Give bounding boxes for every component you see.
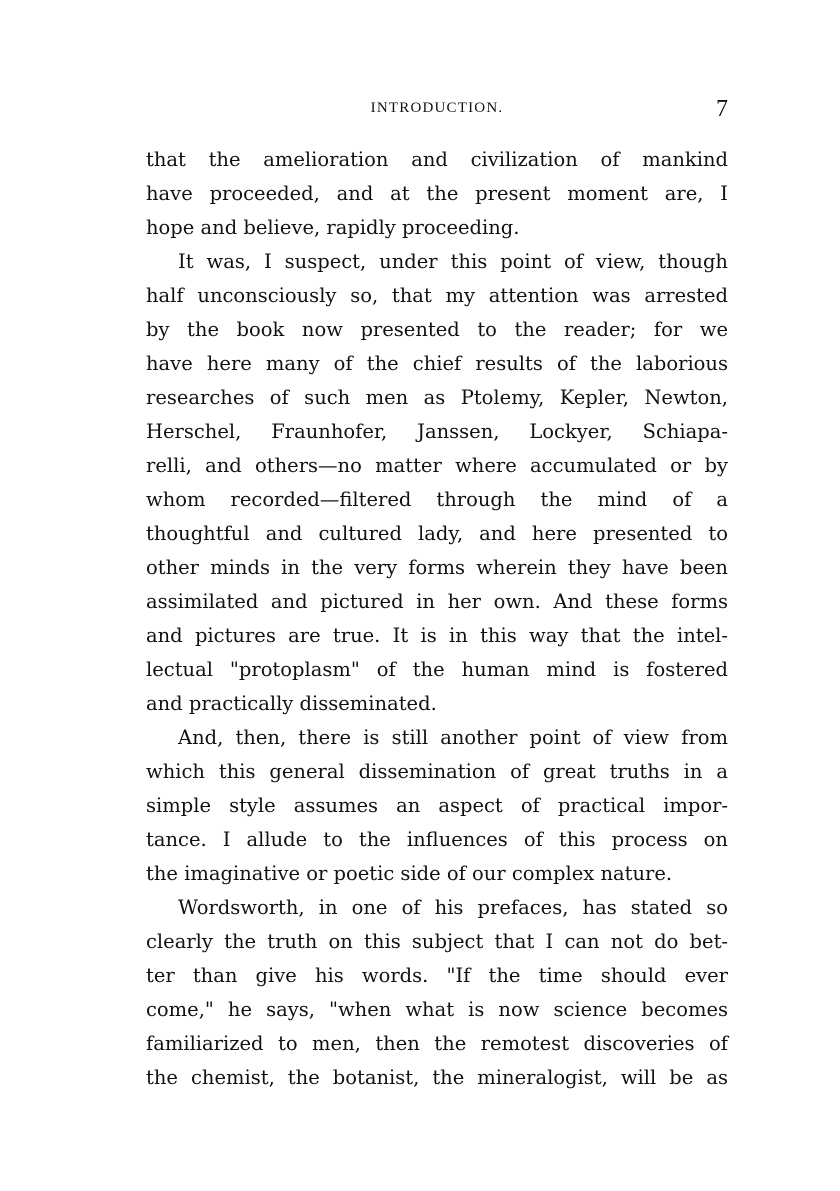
text-line: hope and believe, rapidly proceeding. — [146, 216, 520, 239]
text-line: researches of such men as Ptolemy, Kepler, Newton, — [146, 386, 728, 409]
text-line: by the book now presented to the reader; for we — [146, 318, 728, 341]
text-line: other minds in the very forms wherein they have been — [146, 556, 728, 579]
text-line: familiarized to men, then the remotest discoveries of — [146, 1032, 728, 1055]
text-line: assimilated and pictured in her own. And these forms — [146, 590, 728, 613]
body-text — [146, 143, 728, 1095]
text-line: It was, I suspect, under this point of view, though — [178, 250, 728, 273]
text-line: and pictures are true. It is in this way that the intel- — [146, 624, 728, 647]
text-line: have proceeded, and at the present moment are, I — [146, 182, 728, 205]
text-line: Herschel, Fraunhofer, Janssen, Lockyer, Schiapa- — [146, 420, 728, 443]
text-line: which this general dissemination of great truths in a — [146, 760, 728, 783]
text-line: tance. I allude to the influences of this process on — [146, 828, 728, 851]
text-line: Wordsworth, in one of his prefaces, has stated so — [178, 896, 728, 919]
text-line: and practically disseminated. — [146, 692, 437, 715]
text-line: thoughtful and cultured lady, and here presented to — [146, 522, 728, 545]
text-line: simple style assumes an aspect of practical impor- — [146, 794, 728, 817]
text-line: half unconsciously so, that my attention was arrested — [146, 284, 728, 307]
text-line: relli, and others—no matter where accumulated or by — [146, 454, 728, 477]
page-header — [146, 96, 728, 128]
text-line: whom recorded—filtered through the mind of a — [146, 488, 728, 511]
text-line: the chemist, the botanist, the mineralogist, will be as — [146, 1066, 728, 1089]
text-line: that the amelioration and civilization of mankind — [146, 148, 728, 171]
text-line: lectual "protoplasm" of the human mind is fostered — [146, 658, 728, 681]
text-line: the imaginative or poetic side of our complex nature. — [146, 862, 673, 885]
running-head: INTRODUCTION. — [370, 100, 504, 116]
page-number: 7 — [716, 96, 728, 122]
text-line: have here many of the chief results of the laborious — [146, 352, 728, 375]
text-line: clearly the truth on this subject that I can not do bet- — [146, 930, 728, 953]
text-line: And, then, there is still another point of view from — [178, 726, 728, 749]
text-line: ter than give his words. "If the time should ever — [146, 964, 728, 987]
text-line: come," he says, "when what is now science becomes — [146, 998, 728, 1021]
